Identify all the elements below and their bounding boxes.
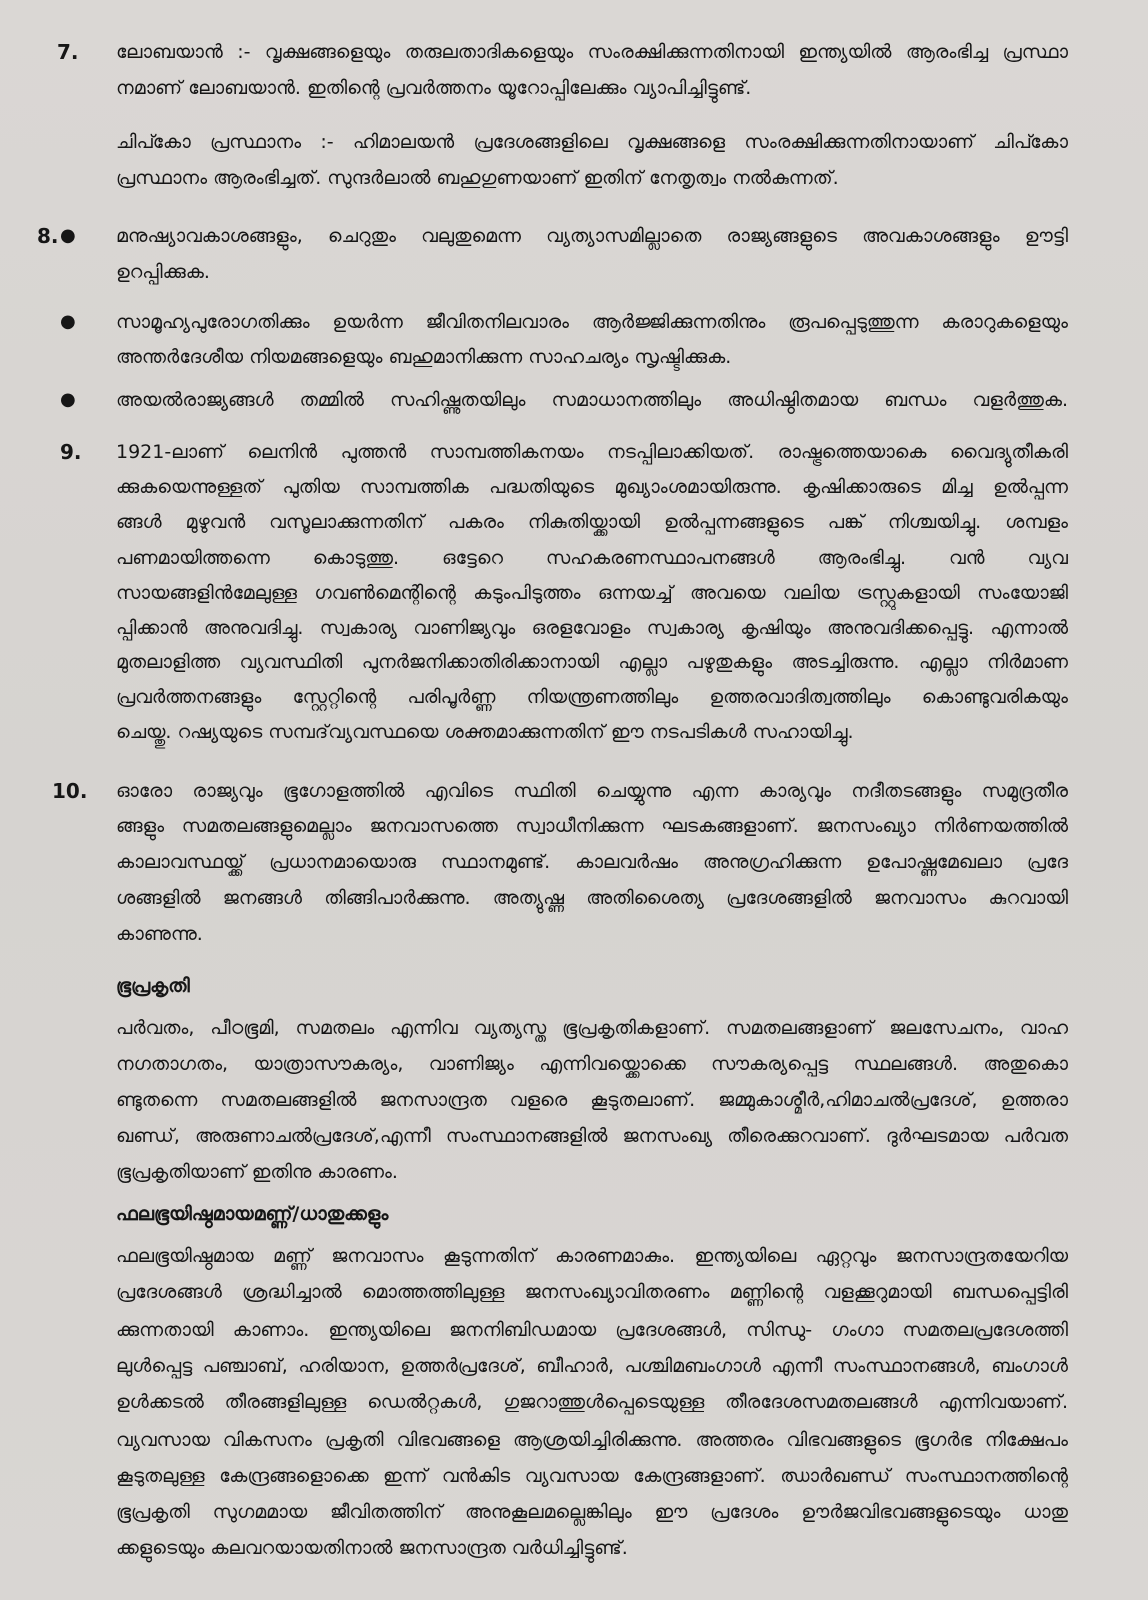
item-number: 10. xyxy=(52,779,88,803)
text-line: കാലാവസ്ഥയ്ക്ക് പ്രധാനമായൊരു സ്ഥാനമുണ്ട്. കാലവർഷം അനുഗ്രഹിക്കുന്ന ഉപോഷ്ണമേഖലാ പ്രദേ xyxy=(116,851,1068,873)
text-line: പണമായിത്തന്നെ കൊടുത്തു. ഒട്ടേറെ സഹകരണസ്ഥാപനങ്ങൾ ആരംഭിച്ചു. വൻ വ്യവ xyxy=(116,547,1068,569)
text-line: ഭൂപ്രകൃതിയാണ് ഇതിനു കാരണം. xyxy=(116,1161,398,1183)
item-number: 9. xyxy=(60,440,82,464)
text-line: ശങ്ങളിൽ ജനങ്ങൾ തിങ്ങിപാർക്കുന്നു. അത്യുഷ്ണ അതിശൈത്യ പ്രദേശങ്ങളിൽ ജനവാസം കുറവായി xyxy=(116,887,1068,909)
text-line: ഖണ്ഡ്, അരുണാചൽപ്രദേശ്,എന്നീ സംസ്ഥാനങ്ങളിൽ ജനസംഖ്യ തീരെക്കുറവാണ്. ദുർഘടമായ പർവത xyxy=(116,1125,1068,1147)
text-line: ണ്ടുതന്നെ സമതലങ്ങളിൽ ജനസാന്ദ്രത വളരെ കൂടുതലാണ്. ജമ്മുകാശ്മീർ,ഹിമാചൽപ്രദേശ്, ഉത്തരാ xyxy=(116,1089,1068,1111)
text-line: നമാണ് ലോബയാൻ. ഇതിന്റെ പ്രവർത്തനം യൂറോപ്പിലേക്കും വ്യാപിച്ചിട്ടുണ്ട്. xyxy=(116,77,752,99)
text-line: ചെയ്തു. റഷ്യയുടെ സമ്പദ്‌വ്യവസ്ഥയെ ശക്തമാക്കുന്നതിന് ഈ നടപടികൾ സഹായിച്ചു. xyxy=(116,721,854,743)
text-line: ക്കളുടെയും കലവറയായതിനാൽ ജനസാന്ദ്രത വർധിച്ചിട്ടുണ്ട്. xyxy=(116,1537,628,1559)
text-line: സായങ്ങളിൻമേലുള്ള ഗവൺമെന്റിന്റെ കടുംപിടുത്തം ഒന്നയച്ച് അവയെ വലിയ ട്രസ്റ്റുകളായി സംയോജി xyxy=(116,582,1068,604)
text-line: അന്തർദേശീയ നിയമങ്ങളെയും ബഹുമാനിക്കുന്ന സാഹചര്യം സൃഷ്ടിക്കുക. xyxy=(116,346,732,368)
bullet-icon: ● xyxy=(60,225,76,246)
text-line: കൂടുതലുള്ള കേന്ദ്രങ്ങളൊക്കെ ഇന്ന് വൻകിട വ്യവസായ കേന്ദ്രങ്ങളാണ്. ഝാർഖണ്ഡ് സംസ്ഥാനത്തിന്റെ xyxy=(116,1465,1068,1487)
text-line: കാണുന്നു. xyxy=(116,923,203,945)
text-line: വ്യവസായ വികസനം പ്രകൃതി വിഭവങ്ങളെ ആശ്രയിച്ചിരിക്കുന്നു. അത്തരം വിഭവങ്ങളുടെ ഭൂഗർഭ നിക്ഷേപം xyxy=(116,1429,1068,1451)
section-heading: ഫലഭൂയിഷ്ഠമായമണ്ണ്/ധാതുക്കളും xyxy=(116,1203,389,1225)
text-line: 1921-ലാണ് ലെനിൻ പുത്തൻ സാമ്പത്തികനയം നടപ്പിലാക്കിയത്. രാഷ്ട്രത്തെയാകെ വൈദ്യുതീകരി xyxy=(116,441,1068,463)
text-line: പർവതം, പീഠഭൂമി, സമതലം എന്നിവ വ്യത്യസ്ത ഭൂപ്രകൃതികളാണ്. സമതലങ്ങളാണ് ജലസേചനം, വാഹ xyxy=(116,1017,1068,1039)
text-line: പ്രവർത്തനങ്ങളും സ്റ്റേറ്റിന്റെ പരിപൂർണ്ണ നിയന്ത്രണത്തിലും ഉത്തരവാദിത്വത്തിലും കൊണ്ടുവരികയും xyxy=(116,686,1068,708)
bullet-icon: ● xyxy=(60,389,76,410)
text-line: സാമൂഹ്യപുരോഗതിക്കും ഉയർന്ന ജീവിതനിലവാരം ആർജ്ജിക്കുന്നതിനും രൂപപ്പെടുത്തുന്ന കരാറുകളെയും xyxy=(116,311,1068,333)
text-line: പ്രസ്ഥാനം ആരംഭിച്ചത്. സുന്ദർലാൽ ബഹുഗുണയാണ് ഇതിന് നേതൃത്വം നൽകുന്നത്. xyxy=(116,167,839,189)
text-line: അയൽരാജ്യങ്ങൾ തമ്മിൽ സഹിഷ്ണുതയിലും സമാധാനത്തിലും അധിഷ്ഠിതമായ ബന്ധം വളർത്തുക. xyxy=(116,389,1068,411)
text-line: പ്പിക്കാൻ അനുവദിച്ചു. സ്വകാര്യ വാണിജ്യവും ഒരളവോളം സ്വകാര്യ കൃഷിയും അനുവദിക്കപ്പെട്ടു. എന്നാൽ xyxy=(116,617,1068,639)
text-line: ക്കുകയെന്നുള്ളത് പുതിയ സാമ്പത്തിക പദ്ധതിയുടെ മുഖ്യാംശമായിരുന്നു. കൃഷിക്കാരുടെ മിച്ച ഉൽപ്പന്ന xyxy=(116,476,1068,498)
text-line: ഉൾക്കടൽ തീരങ്ങളിലുള്ള ഡെൽറ്റകൾ, ഗുജറാത്തുൾപ്പെടെയുള്ള തീരദേശസമതലങ്ങൾ എന്നിവയാണ്. xyxy=(116,1391,1068,1413)
text-line: ഭൂപ്രകൃതി സുഗമമായ ജീവിതത്തിന് അനുകൂലമല്ലെങ്കിലും ഈ പ്രദേശം ഊർജവിഭവങ്ങളുടെയും ധാതു xyxy=(116,1501,1068,1523)
text-line: നഗതാഗതം, യാത്രാസൗകര്യം, വാണിജ്യം എന്നിവയ്ക്കൊക്കെ സൗകര്യപ്പെട്ട സ്ഥലങ്ങൾ. അതുകൊ xyxy=(116,1053,1068,1075)
text-line: ക്കുന്നതായി കാണാം. ഇന്ത്യയിലെ ജനനിബിഡമായ പ്രദേശങ്ങൾ, സിന്ധു- ഗംഗാ സമതലപ്രദേശത്തി xyxy=(116,1319,1068,1341)
text-line: ങ്ങളും സമതലങ്ങളുമെല്ലാം ജനവാസത്തെ സ്വാധീനിക്കുന്ന ഘടകങ്ങളാണ്. ജനസംഖ്യാ നിർണയത്തിൽ xyxy=(116,815,1068,837)
text-line: ഫലഭൂയിഷ്ഠമായ മണ്ണ് ജനവാസം കൂടുന്നതിന് കാരണമാകും. ഇന്ത്യയിലെ ഏറ്റവും ജനസാന്ദ്രതയേറിയ xyxy=(116,1245,1068,1267)
section-heading: ഭൂപ്രകൃതി xyxy=(116,975,190,997)
text-line: ഓരോ രാജ്യവും ഭൂഗോളത്തിൽ എവിടെ സ്ഥിതി ചെയ്യുന്നു എന്ന കാര്യവും നദീതടങ്ങളും സമുദ്രതീര xyxy=(116,780,1068,802)
item-number: 8. xyxy=(37,224,59,248)
text-line: ചിപ്കോ പ്രസ്ഥാനം :- ഹിമാലയൻ പ്രദേശങ്ങളിലെ വൃക്ഷങ്ങളെ സംരക്ഷിക്കുന്നതിനായാണ് ചിപ്കോ xyxy=(116,131,1068,153)
text-line: ലോബയാൻ :- വൃക്ഷങ്ങളെയും തരുലതാദികളെയും സംരക്ഷിക്കുന്നതിനായി ഇന്ത്യയിൽ ആരംഭിച്ച പ്രസ്ഥാ xyxy=(116,41,1068,63)
text-line: മുതലാളിത്ത വ്യവസ്ഥിതി പുനർജനിക്കാതിരിക്കാനായി എല്ലാ പഴുതുകളും അടച്ചിരുന്നു. എല്ലാ നിർമാണ xyxy=(116,651,1068,673)
item-number: 7. xyxy=(57,40,79,64)
text-line: മനുഷ്യാവകാശങ്ങളും, ചെറുതും വലുതുമെന്ന വ്യത്യാസമില്ലാതെ രാജ്യങ്ങളുടെ അവകാശങ്ങളും ഊട്ടി xyxy=(116,225,1068,247)
text-line: ങ്ങൾ മുഴുവൻ വസൂലാക്കുന്നതിന് പകരം നികുതിയ്ക്കായി ഉൽപ്പന്നങ്ങളുടെ പങ്ക് നിശ്ചയിച്ചു. ശമ്പളം xyxy=(116,511,1068,533)
bullet-icon: ● xyxy=(60,311,76,332)
text-line: ഉറപ്പിക്കുക. xyxy=(116,261,210,283)
text-line: ലുൾപ്പെട്ട പഞ്ചാബ്, ഹരിയാന, ഉത്തർപ്രദേശ്, ബീഹാർ, പശ്ചിമബംഗാൾ എന്നീ സംസ്ഥാനങ്ങൾ, ബംഗാൾ xyxy=(116,1355,1068,1377)
text-line: പ്രദേശങ്ങൾ ശ്രദ്ധിച്ചാൽ മൊത്തത്തിലുള്ള ജനസംഖ്യാവിതരണം മണ്ണിന്റെ വളക്കൂറുമായി ബന്ധപ്പെട്ടിരി xyxy=(116,1281,1068,1303)
